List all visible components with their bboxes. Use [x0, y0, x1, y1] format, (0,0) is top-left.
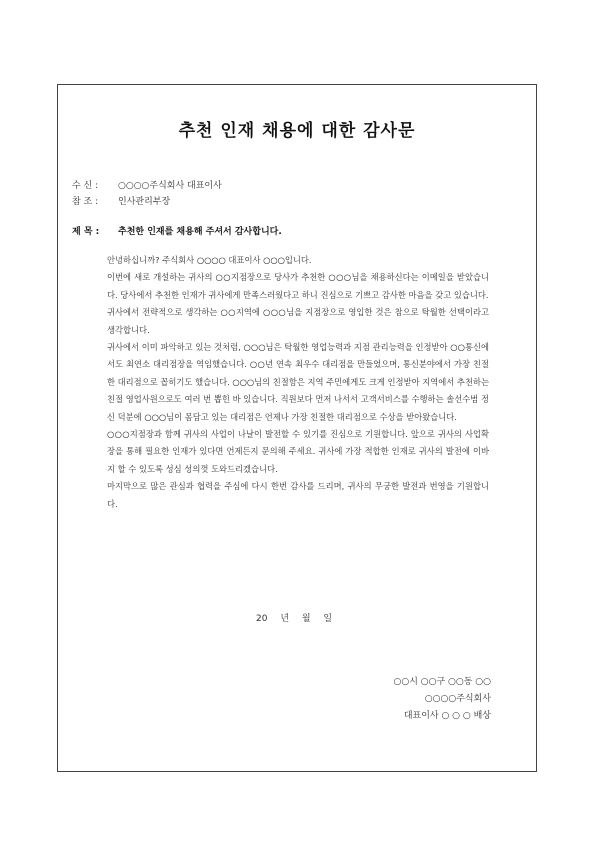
recipient-value: ○○○○주식회사 대표이사 — [118, 181, 222, 191]
date-line: 20 년 월 일 — [256, 614, 333, 624]
subject-line — [72, 224, 282, 237]
letter-body — [107, 252, 489, 513]
recipient-label: 수 신 : — [72, 181, 99, 191]
subject-value: 추천한 인재를 채용해 주셔서 감사합니다. — [118, 227, 282, 237]
subject-label: 제 목 : — [72, 227, 100, 237]
document-title: 추천 인재 채용에 대한 감사문 — [178, 121, 416, 141]
reference-line — [72, 194, 170, 207]
reference-label: 참 조 : — [72, 197, 99, 207]
reference-value: 인사관리부장 — [118, 197, 171, 207]
body-paragraph-closing: 마지막으로 많은 관심과 협력을 주심에 다시 한번 감사를 드리며, 귀사의 무궁한 발전과 번영을 기원합니다. — [107, 481, 489, 509]
signature-company: ○○○○주식회사 — [424, 694, 491, 704]
body-paragraph: 귀사에서 이미 파악하고 있는 것처럼, ○○○님은 탁월한 영업능력과 지점 관리능력을 인정받아 ○○통신에서도 최연소 대리점장을 역임했습니다. ○○년 연속 최우수 대리점을 만들었으며, 통신분야에서 가장 친절한 대리점으로 꼽히기도 했습니다. ○○○님의 친절함은 지역 주민에게도 크게 인정받아 지역에서 추천하는 친절 영업사원으로도 여러 번 뽑힌 바 있습니다. 직원보다 먼저 나서서 고객서비스를 수행하는 솔선수범 정신 덕분에 ○○○님이 몸담고 있는 대리점은 언제나 가장 친절한 대리점으로 수상을 받아왔습니다. — [107, 342, 490, 422]
body-paragraph: 이번에 새로 개설하는 귀사의 ○○지점장으로 당사가 추천한 ○○○님을 채용하신다는 이메일을 받았습니다. 당사에서 추천한 인재가 귀사에게 만족스러웠다고 하니 진심으로 기쁘고 감사한 마음을 갖고 있습니다. — [107, 272, 489, 300]
body-paragraph: 귀사에서 전략적으로 생각하는 ○○지역에 ○○○님을 지점장으로 영입한 것은 참으로 탁월한 선택이라고 생각합니다. — [107, 307, 489, 335]
body-paragraph-greeting: 안녕하십니까? 주식회사 ○○○○ 대표이사 ○○○입니다. — [107, 255, 312, 265]
recipient-line — [72, 178, 222, 191]
signature-address: ○○시 ○○구 ○○동 ○○ — [393, 677, 491, 687]
signature-ceo: 대표이사 ○ ○ ○ 배상 — [403, 711, 491, 721]
body-paragraph: ○○○지점장과 함께 귀사의 사업이 나날이 발전할 수 있기를 진심으로 기원합니다. 앞으로 귀사의 사업확장을 통해 필요한 인재가 있다면 언제든지 문의해 주세요. 귀사에 가장 적합한 인재로 귀사의 발전에 이바지 할 수 있도록 성심 성의껏 도와드리겠습니다. — [107, 429, 489, 474]
